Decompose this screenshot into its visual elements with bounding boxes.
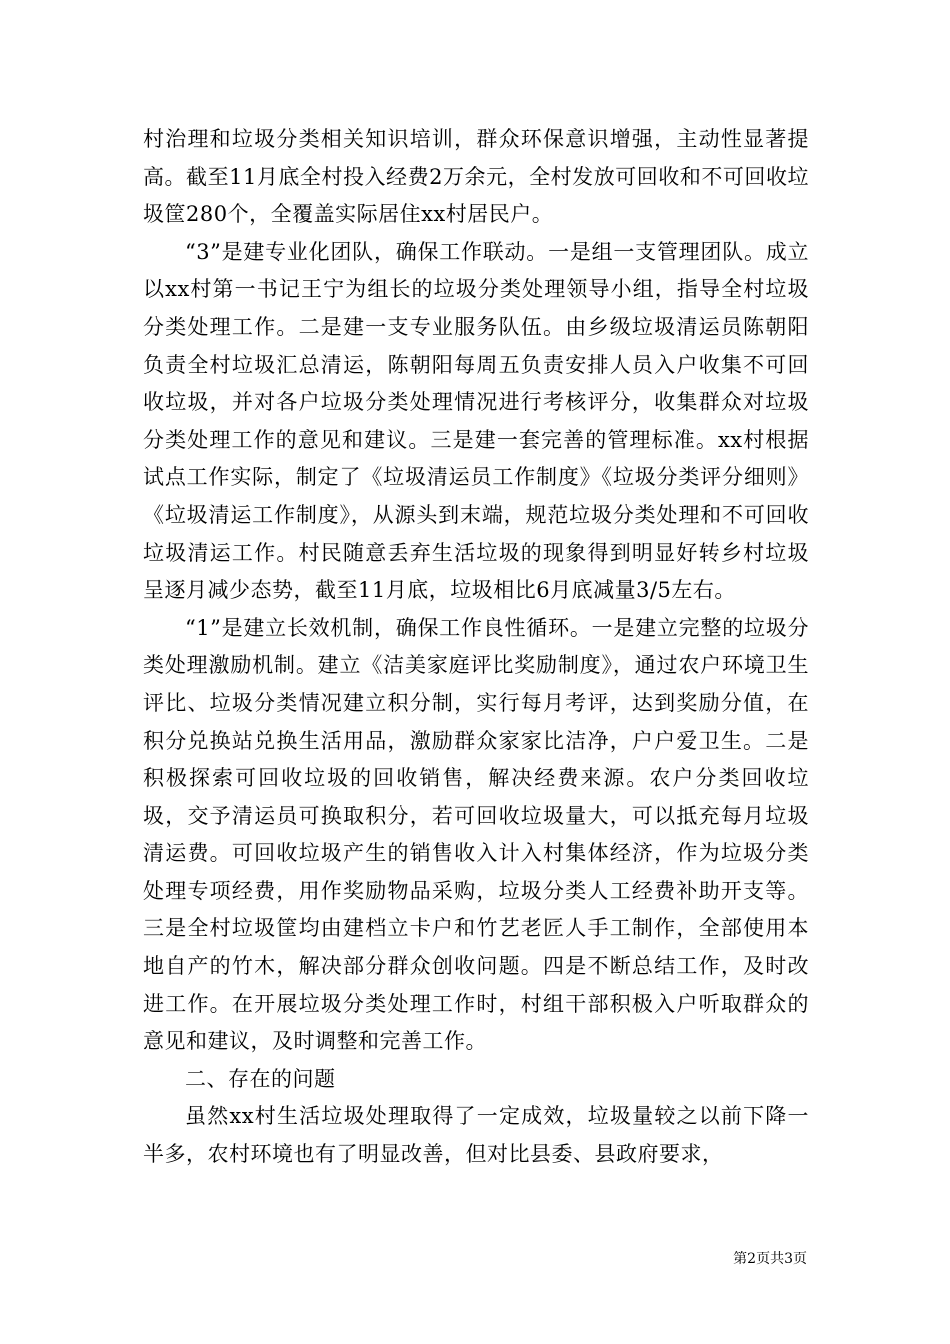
page-number-footer: 第2页共3页 <box>733 1251 807 1267</box>
paragraph-mechanism: “1”是建立长效机制，确保工作良性循环。一是建立完整的垃圾分类处理激励机制。建立《洁美家庭评比奖励制度》，通过农户环境卫生评比、垃圾分类情况建立积分制，实行每月考评，达到奖励分值，在积分兑换站兑换生活用品，激励群众家家比洁净，户户爱卫生。二是积极探索可回收垃圾的回收销售，解决经费来源。农户分类回收垃圾，交予清运员可换取积分，若可回收垃圾量大，可以抵充每月垃圾清运费。可回收垃圾产生的销售收入计入村集体经济，作为垃圾分类处理专项经费，用作奖励物品采购，垃圾分类人工经费补助开支等。三是全村垃圾筐均由建档立卡户和竹艺老匠人手工制作，全部使用本地自产的竹木，解决部分群众创收问题。四是不断总结工作，及时改进工作。在开展垃圾分类处理工作时，村组干部积极入户听取群众的意见和建议，及时调整和完善工作。 <box>143 615 809 1054</box>
section-heading-problems: 二、存在的问题 <box>185 1066 336 1091</box>
document-body <box>143 121 809 1174</box>
paragraph-team: “3”是建专业化团队，确保工作联动。一是组一支管理团队。成立以xx村第一书记王宁为组长的垃圾分类处理领导小组，指导全村垃圾分类处理工作。二是建一支专业服务队伍。由乡级垃圾清运员陈朝阳负责全村垃圾汇总清运，陈朝阳每周五负责安排人员入户收集不可回收垃圾，并对各户垃圾分类处理情况进行考核评分，收集群众对垃圾分类处理工作的意见和建议。三是建一套完善的管理标准。xx村根据试点工作实际，制定了《垃圾清运员工作制度》《垃圾分类评分细则》《垃圾清运工作制度》，从源头到末端，规范垃圾分类处理和不可回收垃圾清运工作。村民随意丢弃生活垃圾的现象得到明显好转乡村垃圾呈逐月减少态势，截至11月底，垃圾相比6月底减量3/5左右。 <box>143 239 809 603</box>
paragraph-problems: 虽然xx村生活垃圾处理取得了一定成效，垃圾量较之以前下降一半多，农村环境也有了明显改善，但对比县委、县政府要求， <box>143 1104 809 1167</box>
paragraph-continuation: 村治理和垃圾分类相关知识培训，群众环保意识增强，主动性显著提高。截至11月底全村投入经费2万余元，全村发放可回收和不可回收垃圾筐280个，全覆盖实际居住xx村居民户。 <box>143 127 809 227</box>
